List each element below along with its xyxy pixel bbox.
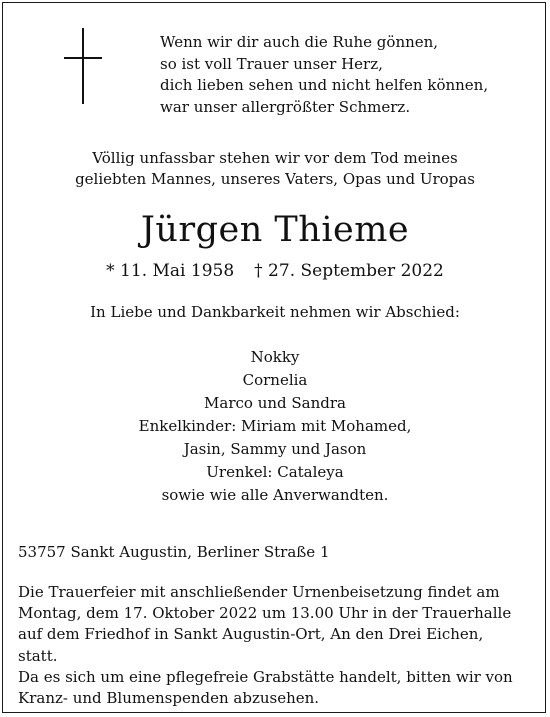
notice-line: statt. [18,646,58,665]
poem-line: so ist voll Trauer unser Herz, [160,54,383,73]
poem-line: Wenn wir dir auch die Ruhe gönnen, [160,33,439,51]
intro-line: Völlig unfassbar stehen wir vor dem Tod meines [92,149,458,167]
notice-line: auf dem Friedhof in Sankt Augustin-Ort, An den Drei Eichen, [18,625,484,644]
mourner-line: Urenkel: Cataleya [206,463,344,481]
mourner-line: sowie wie alle Anverwandten. [161,486,389,504]
mourner-line: Nokky [250,348,300,366]
mourner-line: Jasin, Sammy und Jason [183,440,367,458]
mourner-line: Enkelkinder: Miriam mit Mohamed, [138,417,412,435]
intro-line: geliebten Mannes, unseres Vaters, Opas und Uropas [75,170,475,188]
poem [160,32,488,118]
life-dates [0,259,550,283]
notice-line: Die Trauerfeier mit anschließender Urnenbeisetzung findet am [18,583,500,601]
poem-line: dich lieben sehen und nicht helfen können, [160,76,489,94]
intro-text [0,148,550,190]
cross-icon [64,28,102,104]
birth-date: * 11. Mai 1958 [106,261,235,281]
notice-line: Kranz- und Blumenspenden abzusehen. [18,689,320,708]
farewell-text: In Liebe und Dankbarkeit nehmen wir Abschied: [90,303,460,321]
mourner-line: Cornelia [242,371,308,389]
funeral-notice [18,582,543,709]
mourner-line: Marco und Sandra [204,394,346,412]
deceased-name: Jürgen Thieme [140,210,410,250]
mourners-list [0,346,550,507]
notice-line: Da es sich um eine pflegefreie Grabstätte handelt, bitten wir von [18,667,513,686]
poem-line: war unser allergrößter Schmerz. [160,97,411,116]
notice-line: Montag, dem 17. Oktober 2022 um 13.00 Uhr in der Trauerhalle [18,604,512,623]
death-date: † 27. September 2022 [254,261,444,281]
address: 53757 Sankt Augustin, Berliner Straße 1 [18,543,330,561]
